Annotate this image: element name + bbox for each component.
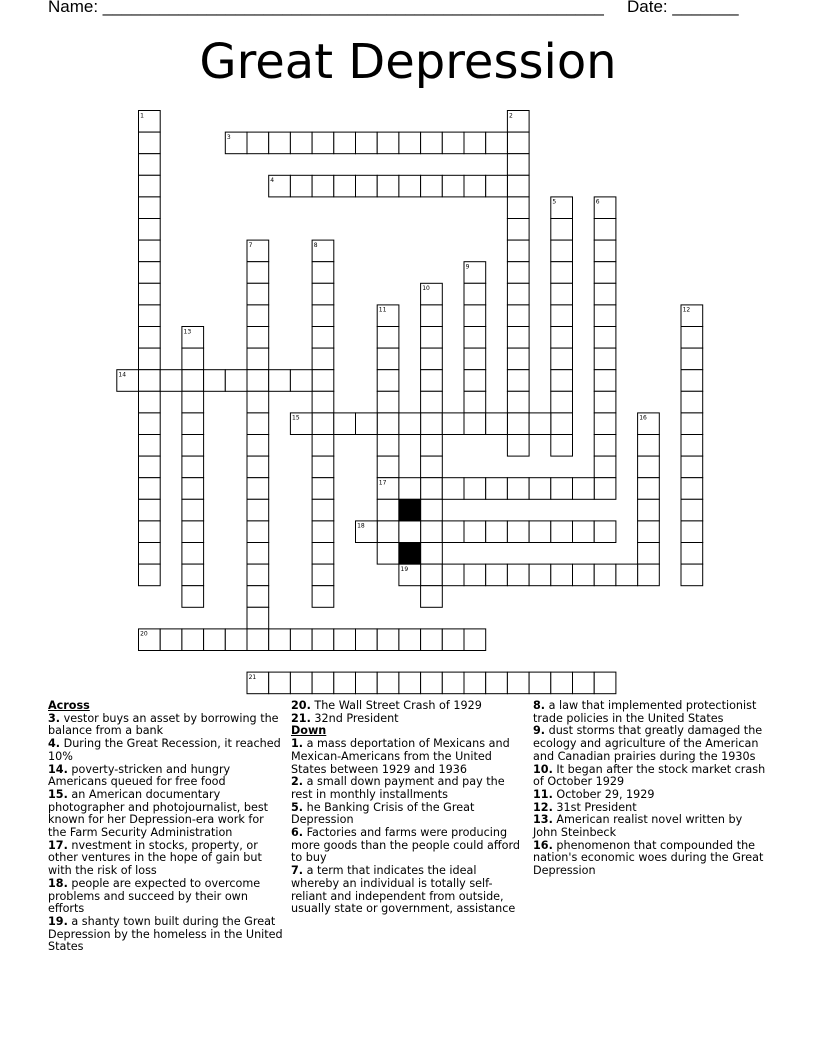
clue-number: 16 — [639, 414, 647, 422]
grid-cell[interactable] — [551, 262, 573, 284]
clue-number: 20 — [140, 630, 148, 638]
grid-cell[interactable] — [204, 629, 226, 651]
clue-across-15: 15. an American documentary photographer and photojournalist, best known for her Depression-era work for the Farm Security Administration — [48, 787, 269, 840]
grid-cell[interactable] — [139, 435, 161, 457]
down-heading: Down — [291, 724, 327, 738]
grid-cell[interactable] — [486, 175, 508, 197]
grid-cell[interactable] — [139, 262, 161, 284]
grid-cell[interactable] — [681, 564, 703, 586]
grid-cell[interactable] — [551, 435, 573, 457]
grid-cell[interactable] — [442, 175, 464, 197]
grid-cell[interactable] — [507, 262, 529, 284]
grid-cell[interactable] — [139, 240, 161, 262]
grid-cell[interactable] — [139, 564, 161, 586]
grid-cell[interactable] — [247, 435, 269, 457]
grid-cell[interactable] — [573, 521, 595, 543]
grid-cell[interactable] — [507, 370, 529, 392]
grid-cell[interactable] — [312, 435, 334, 457]
grid-cell[interactable] — [377, 435, 399, 457]
grid-cell[interactable] — [247, 543, 269, 565]
across-heading: Across — [48, 699, 90, 712]
grid-cell[interactable] — [139, 391, 161, 413]
page-title: Great Depression — [199, 34, 617, 90]
grid-cell[interactable] — [507, 435, 529, 457]
grid-cell[interactable] — [247, 478, 269, 500]
grid-cell[interactable] — [139, 154, 161, 176]
clue-column-3 — [533, 700, 769, 878]
grid-cell[interactable] — [551, 521, 573, 543]
grid-cell[interactable] — [139, 327, 161, 349]
grid-cell[interactable] — [442, 564, 464, 586]
grid-cell[interactable] — [312, 629, 334, 651]
grid-cell[interactable] — [681, 413, 703, 435]
grid-cell[interactable] — [247, 564, 269, 586]
grid-cell[interactable] — [182, 413, 204, 435]
grid-cell[interactable] — [182, 543, 204, 565]
grid-cell[interactable] — [399, 521, 421, 543]
grid-cell[interactable] — [204, 370, 226, 392]
grid-cell[interactable] — [377, 132, 399, 154]
clue-across-21: 21. 32nd President — [291, 711, 399, 725]
clue-number: 13 — [183, 328, 192, 336]
grid-cell-blocked — [399, 499, 421, 521]
grid-cell[interactable] — [442, 672, 464, 694]
grid-cell[interactable] — [421, 370, 443, 392]
grid-cell[interactable] — [312, 327, 334, 349]
grid-cell[interactable] — [551, 370, 573, 392]
grid-cell[interactable] — [247, 370, 269, 392]
grid-cell[interactable] — [421, 456, 443, 478]
clue-number: 11 — [378, 306, 387, 314]
clue-down-1: 1. a mass deportation of Mexicans and Mexican-Americans from the United States between 1929 and 1936 — [291, 737, 510, 776]
clue-number: 9 — [465, 263, 470, 271]
grid-cell[interactable] — [139, 348, 161, 370]
grid-cell[interactable] — [594, 435, 616, 457]
clue-down-8: 8. a law that implemented protectionist trade policies in the United States — [533, 699, 757, 725]
clue-down-16: 16. phenomenon that compounded the nation's economic woes during the Great Depression — [533, 838, 764, 878]
clue-across-17: 17. nvestment in stocks, property, or other ventures in the hope of gain but with the risk of loss — [48, 838, 262, 878]
clue-down-12: 12. 31st President — [533, 800, 637, 814]
grid-cell[interactable] — [312, 521, 334, 543]
grid-cell[interactable] — [638, 564, 660, 586]
grid-cell[interactable] — [551, 564, 573, 586]
grid-cell[interactable] — [377, 456, 399, 478]
clue-across-14: 14. poverty-stricken and hungry Americans queued for free food — [48, 762, 231, 789]
grid-cell[interactable] — [681, 543, 703, 565]
grid-cell[interactable] — [247, 283, 269, 305]
grid-cell[interactable] — [638, 478, 660, 500]
grid-cell[interactable] — [139, 219, 161, 241]
grid-cell[interactable] — [290, 629, 312, 651]
clue-across-4: 4. During the Great Recession, it reached 10% — [48, 737, 281, 763]
grid-cell[interactable] — [594, 370, 616, 392]
grid-cell[interactable] — [399, 132, 421, 154]
grid-cell[interactable] — [464, 175, 486, 197]
grid-cell[interactable] — [551, 391, 573, 413]
grid-cell[interactable] — [442, 132, 464, 154]
grid-cell[interactable] — [334, 629, 356, 651]
grid-cell[interactable] — [334, 175, 356, 197]
grid-cell[interactable] — [139, 305, 161, 327]
grid-cell[interactable] — [182, 564, 204, 586]
grid-cell[interactable] — [573, 672, 595, 694]
grid-cell[interactable] — [681, 391, 703, 413]
grid-cell[interactable] — [529, 478, 551, 500]
grid-cell[interactable] — [486, 413, 508, 435]
grid-cell[interactable] — [247, 456, 269, 478]
grid-cell[interactable] — [269, 672, 291, 694]
grid-cell[interactable] — [681, 521, 703, 543]
grid-cell[interactable] — [421, 499, 443, 521]
grid-cell[interactable] — [247, 521, 269, 543]
grid-cell[interactable] — [247, 327, 269, 349]
grid-cell[interactable] — [573, 564, 595, 586]
clue-down-6: 6. Factories and farms were producing more goods than the people could afford to buy — [291, 826, 520, 865]
grid-cell[interactable] — [312, 586, 334, 608]
grid-cell[interactable] — [160, 370, 182, 392]
clue-down-7: 7. a term that indicates the ideal whereby an individual is totally self-reliant and independent from outside, usually state or government, assistance — [291, 864, 516, 916]
grid-cell[interactable] — [464, 521, 486, 543]
grid-cell[interactable] — [594, 478, 616, 500]
grid-cell[interactable] — [529, 521, 551, 543]
grid-cell[interactable] — [464, 283, 486, 305]
grid-cell[interactable] — [182, 370, 204, 392]
grid-cell[interactable] — [247, 262, 269, 284]
clue-number: 5 — [552, 198, 557, 206]
grid-cell[interactable] — [421, 521, 443, 543]
grid-cell[interactable] — [182, 456, 204, 478]
clue-number: 6 — [595, 198, 600, 206]
grid-cell[interactable] — [681, 348, 703, 370]
grid-cell[interactable] — [356, 132, 378, 154]
clue-number: 18 — [357, 522, 365, 530]
clue-column-1 — [48, 700, 284, 954]
grid-cell[interactable] — [139, 370, 161, 392]
grid-cell[interactable] — [421, 543, 443, 565]
clue-number: 17 — [378, 479, 387, 487]
grid-cell[interactable] — [225, 370, 247, 392]
grid-cell[interactable] — [139, 413, 161, 435]
grid-cell[interactable] — [247, 586, 269, 608]
clue-down-13: 13. American realist novel written by John Steinbeck — [533, 813, 743, 840]
grid-cell[interactable] — [421, 327, 443, 349]
grid-cell[interactable] — [377, 521, 399, 543]
grid-cell[interactable] — [269, 629, 291, 651]
grid-cell[interactable] — [421, 564, 443, 586]
grid-cell[interactable] — [464, 564, 486, 586]
grid-cell[interactable] — [421, 435, 443, 457]
grid-cell[interactable] — [160, 629, 182, 651]
grid-cell[interactable] — [399, 672, 421, 694]
clue-number: 10 — [422, 285, 430, 293]
grid-cell[interactable] — [594, 456, 616, 478]
grid-cell[interactable] — [681, 435, 703, 457]
grid-cell[interactable] — [312, 478, 334, 500]
clue-down-9: 9. dust storms that greatly damaged the ecology and agriculture of the American and Canadian prairies during the 1930s — [533, 724, 763, 763]
clue-number: 12 — [682, 306, 691, 314]
grid-cell[interactable] — [312, 499, 334, 521]
grid-cell[interactable] — [139, 521, 161, 543]
grid-cell[interactable] — [139, 175, 161, 197]
grid-cell[interactable] — [681, 370, 703, 392]
clue-number: 21 — [248, 673, 257, 681]
grid-cell[interactable] — [507, 219, 529, 241]
grid-cell[interactable] — [377, 327, 399, 349]
grid-cell[interactable] — [139, 283, 161, 305]
grid-cell[interactable] — [312, 672, 334, 694]
grid-cell[interactable] — [312, 456, 334, 478]
clue-number: 7 — [248, 241, 253, 249]
grid-cell[interactable] — [247, 305, 269, 327]
grid-cell[interactable] — [551, 327, 573, 349]
grid-cell[interactable] — [551, 240, 573, 262]
grid-cell[interactable] — [507, 348, 529, 370]
grid-cell[interactable] — [507, 478, 529, 500]
grid-cell[interactable] — [681, 456, 703, 478]
grid-cell[interactable] — [269, 132, 291, 154]
grid-cell[interactable] — [594, 283, 616, 305]
grid-cell[interactable] — [399, 629, 421, 651]
grid-cell[interactable] — [594, 348, 616, 370]
grid-cell[interactable] — [290, 132, 312, 154]
grid-cell[interactable] — [681, 499, 703, 521]
grid-cell[interactable] — [442, 521, 464, 543]
grid-cell[interactable] — [507, 283, 529, 305]
grid-cell[interactable] — [399, 478, 421, 500]
grid-cell[interactable] — [377, 499, 399, 521]
grid-cell[interactable] — [139, 456, 161, 478]
grid-cell[interactable] — [507, 305, 529, 327]
grid-cell[interactable] — [269, 370, 291, 392]
grid-cell[interactable] — [312, 283, 334, 305]
grid-cell[interactable] — [139, 132, 161, 154]
grid-cell[interactable] — [421, 629, 443, 651]
grid-cell[interactable] — [594, 240, 616, 262]
grid-cell[interactable] — [356, 629, 378, 651]
grid-cell[interactable] — [225, 629, 247, 651]
grid-cell[interactable] — [312, 132, 334, 154]
grid-cell[interactable] — [681, 478, 703, 500]
grid-cell[interactable] — [182, 629, 204, 651]
grid-cell[interactable] — [421, 586, 443, 608]
grid-cell[interactable] — [529, 672, 551, 694]
grid-cell[interactable] — [312, 413, 334, 435]
clue-down-2: 2. a small down payment and pay the rest in monthly installments — [291, 775, 505, 801]
grid-cell[interactable] — [442, 413, 464, 435]
date-field-label: Date: _______ — [627, 0, 739, 16]
grid-cell[interactable] — [421, 413, 443, 435]
grid-cell[interactable] — [182, 348, 204, 370]
grid-cell[interactable] — [442, 478, 464, 500]
grid-cell[interactable] — [312, 348, 334, 370]
clue-number: 4 — [270, 177, 275, 185]
grid-cell[interactable] — [464, 305, 486, 327]
grid-cell[interactable] — [507, 132, 529, 154]
grid-cell[interactable] — [464, 370, 486, 392]
grid-cell[interactable] — [486, 132, 508, 154]
grid-cell[interactable] — [464, 478, 486, 500]
grid-cell[interactable] — [551, 413, 573, 435]
grid-cell[interactable] — [139, 478, 161, 500]
grid-cell[interactable] — [377, 672, 399, 694]
grid-cell[interactable] — [551, 348, 573, 370]
grid-cell[interactable] — [507, 564, 529, 586]
grid-cell[interactable] — [356, 672, 378, 694]
grid-cell[interactable] — [139, 499, 161, 521]
grid-cell[interactable] — [507, 327, 529, 349]
grid-cell[interactable] — [529, 564, 551, 586]
grid-cell[interactable] — [421, 478, 443, 500]
grid-cell[interactable] — [573, 478, 595, 500]
grid-cell[interactable] — [507, 154, 529, 176]
grid-cell[interactable] — [247, 132, 269, 154]
grid-cell[interactable] — [182, 478, 204, 500]
grid-cell[interactable] — [594, 327, 616, 349]
grid-cell[interactable] — [421, 132, 443, 154]
grid-cell[interactable] — [334, 413, 356, 435]
grid-cell[interactable] — [594, 413, 616, 435]
grid-cell[interactable] — [464, 629, 486, 651]
grid-cell[interactable] — [377, 391, 399, 413]
clue-number: 8 — [313, 241, 318, 249]
grid-cell[interactable] — [507, 521, 529, 543]
grid-cell[interactable] — [486, 672, 508, 694]
clue-down-10: 10. It began after the stock market crash of October 1929 — [533, 762, 766, 789]
clue-number: 15 — [292, 414, 300, 422]
grid-cell[interactable] — [377, 413, 399, 435]
clue-number: 2 — [509, 112, 513, 120]
grid-cell[interactable] — [529, 413, 551, 435]
grid-cell[interactable] — [507, 391, 529, 413]
grid-cell[interactable] — [594, 262, 616, 284]
grid-cell[interactable] — [464, 672, 486, 694]
grid-cell[interactable] — [377, 175, 399, 197]
grid-cell[interactable] — [182, 499, 204, 521]
grid-cell[interactable] — [421, 305, 443, 327]
clue-down-11: 11. October 29, 1929 — [533, 787, 655, 801]
grid-cell[interactable] — [312, 564, 334, 586]
grid-cell[interactable] — [594, 391, 616, 413]
grid-cell[interactable] — [507, 672, 529, 694]
grid-cell[interactable] — [290, 370, 312, 392]
grid-cell-blocked — [399, 543, 421, 565]
grid-cell[interactable] — [247, 607, 269, 629]
grid-cell[interactable] — [594, 305, 616, 327]
grid-cell[interactable] — [182, 521, 204, 543]
grid-cell[interactable] — [681, 327, 703, 349]
grid-cell[interactable] — [507, 413, 529, 435]
clue-across-18: 18. people are expected to overcome problems and succeed by their own efforts — [48, 876, 261, 916]
grid-cell[interactable] — [421, 391, 443, 413]
clue-across-19: 19. a shanty town built during the Great Depression by the homeless in the United States — [48, 914, 283, 954]
clue-number: 1 — [140, 112, 144, 120]
grid-cell[interactable] — [312, 370, 334, 392]
grid-cell[interactable] — [312, 543, 334, 565]
grid-cell[interactable] — [334, 132, 356, 154]
grid-cell[interactable] — [638, 499, 660, 521]
grid-cell[interactable] — [247, 413, 269, 435]
grid-cell[interactable] — [551, 283, 573, 305]
grid-cell[interactable] — [399, 413, 421, 435]
clue-number: 14 — [118, 371, 127, 379]
grid-cell[interactable] — [486, 478, 508, 500]
grid-cell[interactable] — [356, 413, 378, 435]
clue-down-5: 5. he Banking Crisis of the Great Depression — [291, 800, 475, 827]
grid-cell[interactable] — [507, 175, 529, 197]
grid-cell[interactable] — [377, 348, 399, 370]
grid-cell[interactable] — [638, 521, 660, 543]
grid-cell[interactable] — [399, 175, 421, 197]
grid-cell[interactable] — [312, 175, 334, 197]
grid-cell[interactable] — [616, 564, 638, 586]
grid-cell[interactable] — [139, 543, 161, 565]
clue-number: 3 — [226, 133, 231, 141]
grid-cell[interactable] — [594, 219, 616, 241]
grid-cell[interactable] — [551, 478, 573, 500]
grid-cell[interactable] — [507, 197, 529, 219]
grid-cell[interactable] — [464, 391, 486, 413]
grid-cell[interactable] — [486, 564, 508, 586]
grid-cell[interactable] — [182, 435, 204, 457]
grid-cell[interactable] — [334, 672, 356, 694]
grid-cell[interactable] — [442, 629, 464, 651]
grid-cell[interactable] — [312, 305, 334, 327]
grid-cell[interactable] — [594, 672, 616, 694]
grid-cell[interactable] — [247, 499, 269, 521]
grid-cell[interactable] — [312, 262, 334, 284]
grid-cell[interactable] — [551, 219, 573, 241]
grid-cell[interactable] — [638, 543, 660, 565]
clue-across-20: 20. The Wall Street Crash of 1929 — [291, 699, 482, 712]
grid-cell[interactable] — [377, 543, 399, 565]
grid-cell[interactable] — [247, 348, 269, 370]
grid-cell[interactable] — [421, 672, 443, 694]
grid-cell[interactable] — [312, 391, 334, 413]
grid-cell[interactable] — [464, 413, 486, 435]
grid-cell[interactable] — [464, 132, 486, 154]
grid-cell[interactable] — [464, 348, 486, 370]
grid-cell[interactable] — [464, 327, 486, 349]
grid-cell[interactable] — [182, 391, 204, 413]
grid-cell[interactable] — [421, 348, 443, 370]
grid-cell[interactable] — [377, 629, 399, 651]
grid-cell[interactable] — [638, 435, 660, 457]
grid-cell[interactable] — [421, 175, 443, 197]
grid-cell[interactable] — [290, 175, 312, 197]
grid-cell[interactable] — [551, 672, 573, 694]
grid-cell[interactable] — [486, 521, 508, 543]
grid-cell[interactable] — [247, 391, 269, 413]
grid-cell[interactable] — [247, 629, 269, 651]
grid-cell[interactable] — [551, 305, 573, 327]
grid-cell[interactable] — [356, 175, 378, 197]
clue-number: 19 — [400, 565, 409, 573]
name-field-label: Name: _____________________________________________________ — [48, 0, 604, 16]
grid-cell[interactable] — [594, 521, 616, 543]
grid-cell[interactable] — [507, 240, 529, 262]
grid-cell[interactable] — [377, 370, 399, 392]
grid-cell[interactable] — [290, 672, 312, 694]
grid-cell[interactable] — [182, 586, 204, 608]
grid-cell[interactable] — [594, 564, 616, 586]
clue-across-3: 3. vestor buys an asset by borrowing the balance from a bank — [48, 711, 279, 738]
clue-column-2 — [291, 700, 527, 916]
grid-cell[interactable] — [638, 456, 660, 478]
grid-cell[interactable] — [139, 197, 161, 219]
